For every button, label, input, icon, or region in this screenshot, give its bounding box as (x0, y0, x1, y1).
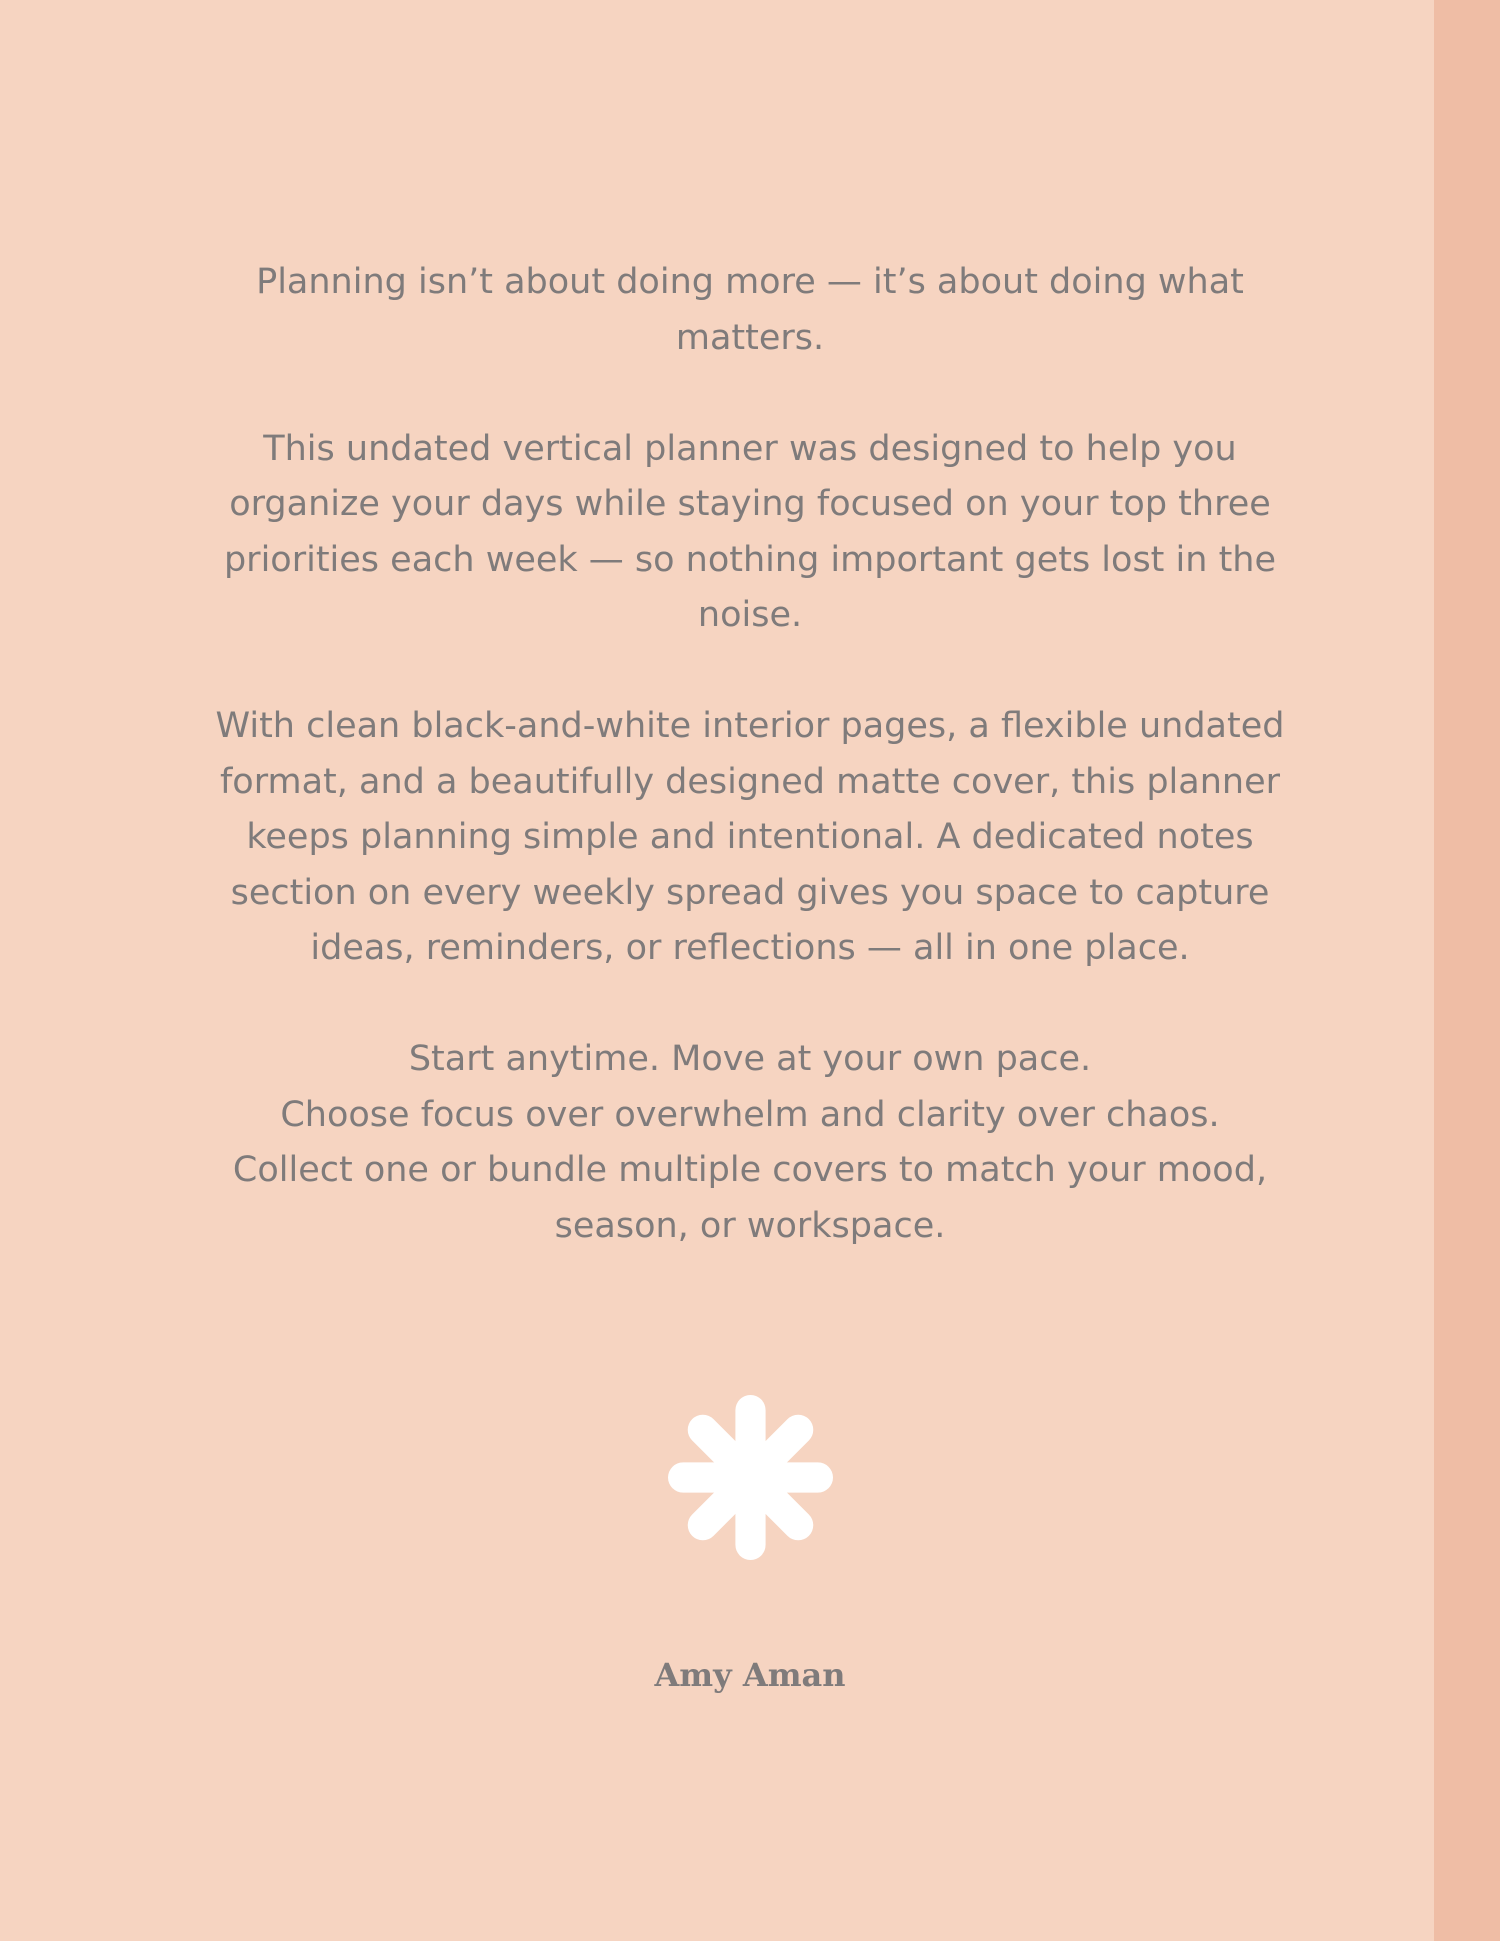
paragraph-purpose (200, 422, 1300, 644)
paragraph-intro (200, 255, 1300, 366)
text-line: Choose focus over overwhelm and clarity over chaos. (280, 1094, 1220, 1135)
text-line: Planning isn’t about doing more — it’s about doing what (256, 262, 1244, 302)
text-line: priorities each week — so nothing important gets lost in the (223, 539, 1277, 580)
text-line: season, or workspace. (554, 1205, 946, 1246)
description-text (200, 255, 1300, 1310)
text-line: organize your days while staying focused on your top three (229, 484, 1271, 524)
paragraph-closing (200, 1032, 1300, 1254)
text-line: format, and a beautifully designed matte cover, this planner (219, 761, 1281, 802)
text-line: This undated vertical planner was designed to help you (263, 428, 1237, 469)
eight-petal-flower-icon (668, 1395, 833, 1560)
text-line: ideas, reminders, or reflections — all in one place. (310, 928, 1190, 968)
text-line: Start anytime. Move at your own pace. (408, 1039, 1092, 1079)
text-line: With clean black-and-white interior pages, a flexible undated (215, 706, 1285, 746)
paragraph-features (200, 699, 1300, 977)
text-line: matters. (675, 317, 825, 358)
text-line: noise. (697, 595, 803, 635)
text-line: section on every weekly spread gives you space to capture (230, 872, 1270, 913)
text-line: keeps planning simple and intentional. A dedicated notes (246, 817, 1254, 857)
author-name: Amy Aman (654, 1656, 846, 1694)
spine-strip (1434, 0, 1500, 1941)
text-line: Collect one or bundle multiple covers to match your mood, (232, 1150, 1268, 1190)
